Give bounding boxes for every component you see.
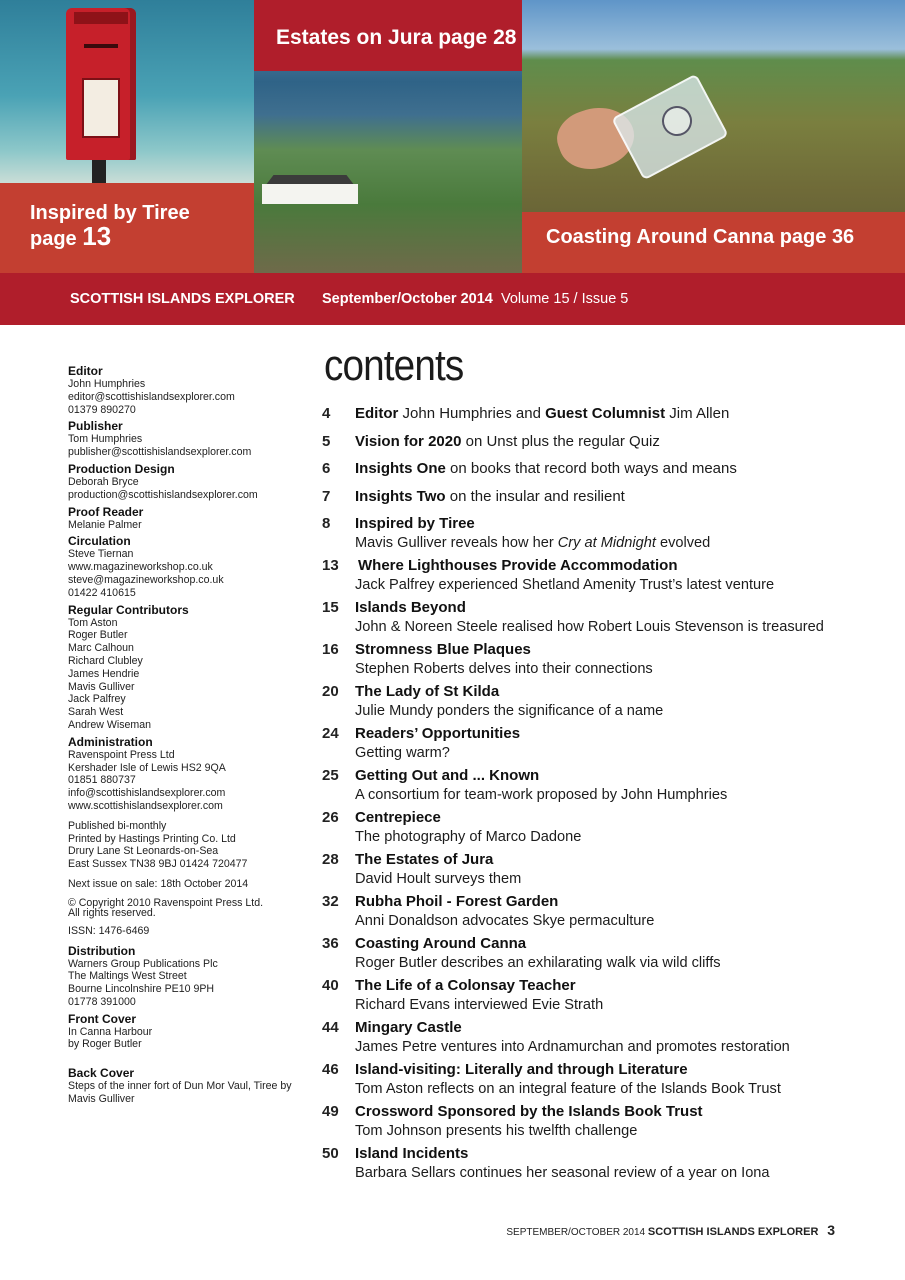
toc-title: Mingary Castle [355,1019,462,1036]
credit-line: Deborah Bryce [68,475,139,488]
canna-feature-page: 36 [831,226,855,248]
toc-title: Where Lighthouses Provide Accommodation [358,557,678,574]
contents-list [322,403,892,1185]
editor-heading: Editor [68,364,103,378]
credit-line: Melanie Palmer [68,518,142,531]
credit-line: Published bi-monthly [68,819,167,832]
copyright-line: © Copyright 2010 Ravenspoint Press Ltd. [68,896,264,909]
toc-description: James Petre ventures into Ardnamurchan and promotes restoration [355,1039,790,1055]
toc-title: Getting Out and ... Known [355,767,540,784]
toc-title: The Estates of Jura [355,851,494,868]
toc-description: Jack Palfrey experienced Shetland Amenity Trust’s latest venture [355,577,775,593]
publisher-heading: Publisher [68,419,123,434]
back-cover-caption: Steps of the inner fort of Dun Mor Vaul, Tiree by Mavis Gulliver [68,1080,292,1106]
administration-heading: Administration [68,734,153,749]
credit-line: Drury Lane St Leonards-on-Sea [68,845,219,858]
issn: ISSN: 1476-6469 [68,924,150,937]
credit-line: East Sussex TN38 9BJ 01424 720477 [68,858,248,871]
toc-entry[interactable] [322,1143,892,1185]
credit-line: The Maltings West Street [68,970,187,983]
toc-text: John Humphries and [398,405,546,422]
toc-entry[interactable] [322,486,892,514]
contributor-name: James Hendrie [68,667,140,680]
publisher-email[interactable]: publisher@scottishislandsexplorer.com [68,446,252,459]
toc-entry[interactable] [322,1101,892,1143]
toc-page-number: 24 [322,725,339,742]
toc-title: The Life of a Colonsay Teacher [355,977,576,994]
toc-page-number: 16 [322,641,339,658]
magazine-name: SCOTTISH ISLANDS EXPLORER [70,291,295,307]
page-footer [506,1222,835,1238]
toc-entry[interactable] [322,975,892,1017]
toc-title: Stromness Blue Plaques [355,641,531,658]
toc-title: Insights Two [355,487,446,505]
toc-text: on books that record both ways and means [445,460,737,477]
toc-page-number: 5 [322,432,331,450]
contributor-name: Tom Aston [68,616,118,629]
credit-line: Tom Humphries [68,433,143,446]
toc-description: Anni Donaldson advocates Skye permaculture [355,913,655,929]
toc-description: Mavis Gulliver reveals how her [355,535,558,551]
toc-title: Coasting Around Canna [355,935,527,952]
toc-title: Insights One [355,460,446,477]
toc-text: Jim Allen [665,405,730,422]
credit-line: In Canna Harbour [68,1025,153,1038]
toc-description: A consortium for team-work proposed by John Humphries [355,787,728,803]
toc-page-number: 28 [322,851,339,868]
back-cover-heading: Back Cover [68,1066,135,1081]
toc-page-number: 4 [322,405,331,422]
toc-title: Editor [355,405,399,422]
front-cover-heading: Front Cover [68,1011,137,1026]
toc-description: The photography of Marco Dadone [355,829,582,845]
contributor-name: Jack Palfrey [68,693,126,706]
tiree-feature-page-word: page [30,228,83,250]
toc-title: Readers’ Opportunities [355,725,521,742]
toc-entry[interactable] [322,555,892,597]
next-issue: Next issue on sale: 18th October 2014 [68,877,249,890]
toc-description: evolved [655,535,711,551]
page-title: contents [324,341,464,390]
toc-description: David Hoult surveys them [355,871,522,887]
toc-title: Guest Columnist [545,405,666,422]
toc-description: John & Noreen Steele realised how Robert Louis Stevenson is treasured [355,619,824,635]
toc-entry[interactable] [322,849,892,891]
credit-line: Steve Tiernan [68,548,134,561]
credit-line: 01851 880737 [68,774,136,787]
contributor-name: Andrew Wiseman [68,718,152,731]
toc-title: Vision for 2020 [355,432,462,450]
toc-page-number: 50 [322,1145,339,1162]
credit-line: Warners Group Publications Plc [68,957,218,970]
tiree-feature-page: 13 [82,221,112,251]
circulation-heading: Circulation [68,534,131,549]
toc-title: Island Incidents [355,1145,469,1162]
toc-entry[interactable] [322,891,892,933]
postbox-image [66,8,136,160]
footer-magazine: SCOTTISH ISLANDS EXPLORER [647,1226,819,1238]
contributor-name: Richard Clubley [68,654,143,667]
toc-title: Islands Beyond [355,599,466,616]
toc-page-number: 26 [322,809,339,826]
credit-line: 01379 890270 [68,403,136,416]
footer-date: SEPTEMBER/OCTOBER 2014 [506,1227,646,1238]
toc-entry[interactable] [322,681,892,723]
toc-entry[interactable] [322,807,892,849]
credit-line: Kershader Isle of Lewis HS2 9QA [68,761,226,774]
circulation-website[interactable]: www.magazineworkshop.co.uk [68,561,213,574]
toc-description: Stephen Roberts delves into their connections [355,661,653,677]
credit-line: 01422 410615 [68,586,136,599]
toc-description: Richard Evans interviewed Evie Strath [355,997,604,1013]
production-heading: Production Design [68,461,175,476]
toc-entry[interactable] [322,458,892,486]
toc-description: Tom Johnson presents his twelfth challenge [355,1123,638,1139]
toc-page-number: 44 [322,1019,339,1036]
toc-entry[interactable] [322,933,892,975]
book-title: Cry at Midnight [557,535,656,551]
toc-page-number: 25 [322,767,339,784]
jura-feature-link[interactable] [254,0,522,71]
toc-title: Island-visiting: Literally and through Literature [355,1061,688,1078]
toc-page-number: 8 [322,515,331,532]
credit-line: Bourne Lincolnshire PE10 9PH [68,983,215,996]
page-number: 3 [827,1222,835,1238]
editor-email[interactable]: editor@scottishislandsexplorer.com [68,390,235,403]
credit-line: Ravenspoint Press Ltd [68,748,175,761]
copyright-line: All rights reserved. [68,906,156,919]
toc-description: Barbara Sellars continues her seasonal review of a year on Iona [355,1165,770,1181]
toc-description: Julie Mundy ponders the significance of a name [355,703,664,719]
toc-entry[interactable] [322,639,892,681]
toc-entry[interactable] [322,723,892,765]
tiree-feature-link[interactable] [0,183,254,273]
proof-heading: Proof Reader [68,504,144,519]
masthead-strip [0,273,905,325]
distribution-heading: Distribution [68,943,136,958]
toc-title: Crossword Sponsored by the Islands Book Trust [355,1103,703,1120]
toc-page-number: 6 [322,460,331,477]
credit-line: by Roger Butler [68,1038,142,1051]
contributor-name: Sarah West [68,706,124,719]
contributor-name: Roger Butler [68,629,128,642]
toc-entry[interactable] [322,597,892,639]
toc-title: Centrepiece [355,809,441,826]
tiree-feature-label: Inspired by Tiree [30,202,190,224]
toc-page-number: 7 [322,487,331,505]
toc-entry[interactable] [322,403,892,431]
toc-entry[interactable] [322,1059,892,1101]
toc-entry[interactable] [322,513,892,555]
admin-website[interactable]: www.scottishislandsexplorer.com [68,799,223,812]
canna-feature-label: Coasting Around Canna page [546,226,832,248]
contributor-name: Marc Calhoun [68,642,134,655]
toc-page-number: 46 [322,1061,339,1078]
toc-page-number: 49 [322,1103,339,1120]
cover-banner [0,0,905,273]
toc-description: Tom Aston reflects on an integral feature of the Islands Book Trust [355,1081,781,1097]
toc-title: Inspired by Tiree [355,515,475,532]
canna-feature-link[interactable] [522,212,905,273]
toc-page-number: 32 [322,893,339,910]
contributors-heading: Regular Contributors [68,602,189,617]
toc-page-number: 20 [322,683,339,700]
credits-column [68,364,298,1106]
jura-feature-label: Estates on Jura page [276,26,494,49]
credit-line: Printed by Hastings Printing Co. Ltd [68,832,236,845]
toc-text: on Unst plus the regular Quiz [461,432,660,450]
production-email[interactable]: production@scottishislandsexplorer.com [68,488,258,501]
toc-page-number: 13 [322,557,339,574]
toc-title: Rubha Phoil - Forest Garden [355,893,559,910]
contributor-name: Mavis Gulliver [68,680,135,693]
toc-description: Roger Butler describes an exhilarating walk via wild cliffs [355,955,721,971]
jura-feature-page: 28 [493,26,517,49]
toc-entry[interactable] [322,1017,892,1059]
toc-page-number: 15 [322,599,339,616]
toc-entry[interactable] [322,431,892,459]
toc-title: The Lady of St Kilda [355,683,500,700]
circulation-email[interactable]: steve@magazineworkshop.co.uk [68,573,224,586]
toc-page-number: 36 [322,935,339,952]
credit-line: 01778 391000 [68,995,136,1008]
toc-entry[interactable] [322,765,892,807]
toc-page-number: 40 [322,977,339,994]
credit-line: John Humphries [68,378,146,390]
issue-date: September/October 2014 [322,291,493,307]
toc-description: Getting warm? [355,745,450,761]
volume-issue: Volume 15 / Issue 5 [501,291,629,307]
toc-text: on the insular and resilient [445,487,625,505]
admin-email[interactable]: info@scottishislandsexplorer.com [68,787,226,800]
